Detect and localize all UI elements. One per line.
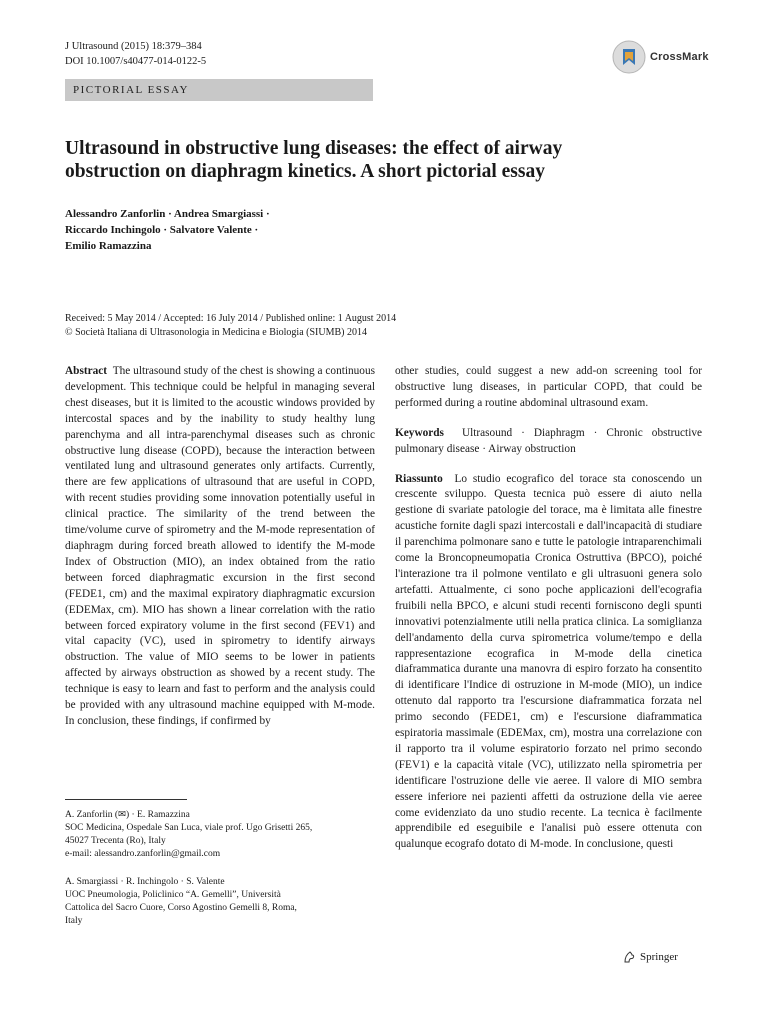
abstract-continuation: other studies, could suggest a new add-on screening tool for obstructive lung diseases, in particular COPD, that could be performed during a routine abdominal ultrasound exam. [395,365,702,409]
keywords-text: Ultrasound · Diaphragm · Chronic obstructive pulmonary disease · Airway obstruction [395,426,702,455]
publisher-name: Springer [640,951,678,963]
right-column [395,364,702,853]
footnote-divider [65,799,187,800]
authors-line-1: Alessandro Zanforlin · Andrea Smargiassi · [65,208,270,220]
copyright-line: © Società Italiana di Ultrasonologia in Medicina e Biologia (SIUMB) 2014 [65,327,367,338]
received-line: Received: 5 May 2014 / Accepted: 16 July 2014 / Published online: 1 August 2014 [65,313,397,324]
affil2-names: A. Smargiassi · R. Inchingolo · S. Valente [65,877,225,887]
affil1-names: A. Zanforlin (✉) · E. Ramazzina [65,810,190,820]
affil1-email[interactable]: e-mail: alessandro.zanforlin@gmail.com [65,849,221,859]
affiliation-group-1 [65,809,375,861]
crossmark-label: CrossMark [650,51,709,63]
riassunto-block [395,472,702,854]
affiliation-group-2 [65,876,375,928]
riassunto-heading: Riassunto [395,472,443,485]
keywords-heading: Keywords [395,426,444,439]
title-line-1: Ultrasound in obstructive lung diseases: the effect of airway [65,138,563,159]
crossmark-icon [612,40,646,74]
authors-line-3: Emilio Ramazzina [65,240,152,252]
title-line-2: obstruction on diaphragm kinetics. A short pictorial essay [65,161,545,182]
affil2-address-1: UOC Pneumologia, Policlinico “A. Gemelli”, Università [65,890,281,900]
affil1-address-1: SOC Medicina, Ospedale San Luca, viale prof. Ugo Grisetti 265, [65,823,313,833]
affil1-address-2: 45027 Trecenta (Ro), Italy [65,836,166,846]
keywords-block [395,426,702,458]
affil2-address-2: Cattolica del Sacro Cuore, Corso Agostino Gemelli 8, Roma, [65,903,297,913]
affil2-address-3: Italy [65,916,83,926]
publisher-logo [622,950,678,964]
crossmark-badge[interactable] [612,38,717,76]
authors-line-2: Riccardo Inchingolo · Salvatore Valente · [65,224,259,236]
riassunto-text: Lo studio ecografico del torace sta conoscendo un crescente sviluppo. Questa tecnica può essere di aiuto nella gestione di svariate patologie del torace, ma è limitata alle finestre acustiche fornite dagli spazi intercostali e dall'incapacità di studiare il parenchima polmonare sano e tutte le patologie intraparenchimali come la Broncopneumopatia Cronica Ostruttiva (BPCO), poiché l'interazione tra il polmone ventilato e gli ultrasuoni genera solo artefatti. Attualmente, ci sono poche applicazioni dell'ecografia fruibili nella BPCO, e alcuni studi recenti forniscono degli spunti innovativi potenzialmente utili nella pratica clinica. La somiglianza dell'andamento della curva spirometrica volume/tempo e della rappresentazione ecografica in M-mode della cinetica diaframmatica durante una manovra di espiro forzato ha consentito di identificare l'Indice di ostruzione in M-mode (MIO), un indice ottenuto dal rapporto tra l'escursione diaframmatica forzata nel primo secondo (FEDE1, cm) e l'escursione diaframmatica espiratoria massimale (EDEMax, cm), mostra una correlazione con il rapporto tra il volume espiratorio forzato nel primo secondo (FEV1) e la capacità vitale (VC), utilizzato nella spirometria per identificare l'ostruzione delle vie aeree. Il valore di MIO sembra essere inferiore nei pazienti affetti da ostruzione della vie aeree come evidenziato da uno studio recente. La tecnica è facilmente apprendibile ed eseguibile e l'analisi può essere ottenuta con qualunque ecografo dotato di M-mode. In conclusione, questi [395,472,702,851]
doi[interactable]: DOI 10.1007/s40477-014-0122-5 [65,56,207,67]
author-list [65,206,465,254]
abstract-heading: Abstract [65,365,108,377]
section-label: PICTORIAL ESSAY [65,79,373,101]
springer-horse-icon [622,950,636,964]
publication-dates [65,312,705,340]
abstract-text: The ultrasound study of the chest is showing a continuous development. This technique could be helpful in managing several chest diseases, but it is limited to the acoustic windows provided by intercostal spaces and by the inability to study healthy lung parenchyma and all intra-parenchymal diseases such as chronic obstructive lung disease (COPD), because the interaction between ventilated lung and ultrasound generates only artifacts. Currently, there are few applications of ultrasound that are useful in COPD, with recent studies providing some innovation potentially useful in clinical practice. The similarity of the trend between the time/volume curve of spirometry and the M-mode representation of diaphragm during forced breath allowed to identify the M-mode Index of Obstruction (MIO), an index obtained from the ratio between forced diaphragmatic excursion in the first second (FEDE1, cm) and the maximal expiratory diaphragmatic excursion (EDEMax, cm). MIO has shown a linear correlation with the ratio between forced expiratory volume in the first second (FEV1) and vital capacity (VC), used in spirometry to identify airways obstruction. The value of MIO seems to be lower in patients affected by airways obstruction as showed by a recent study. The technique is easy to learn and fast to perform and the analysis could be provided with any ultrasound machine equipped with M-mode. In conclusion, these findings, if confirmed by [65,365,375,727]
article-title [65,137,665,183]
journal-citation: J Ultrasound (2015) 18:379–384 [65,41,202,52]
abstract-block [65,364,375,730]
